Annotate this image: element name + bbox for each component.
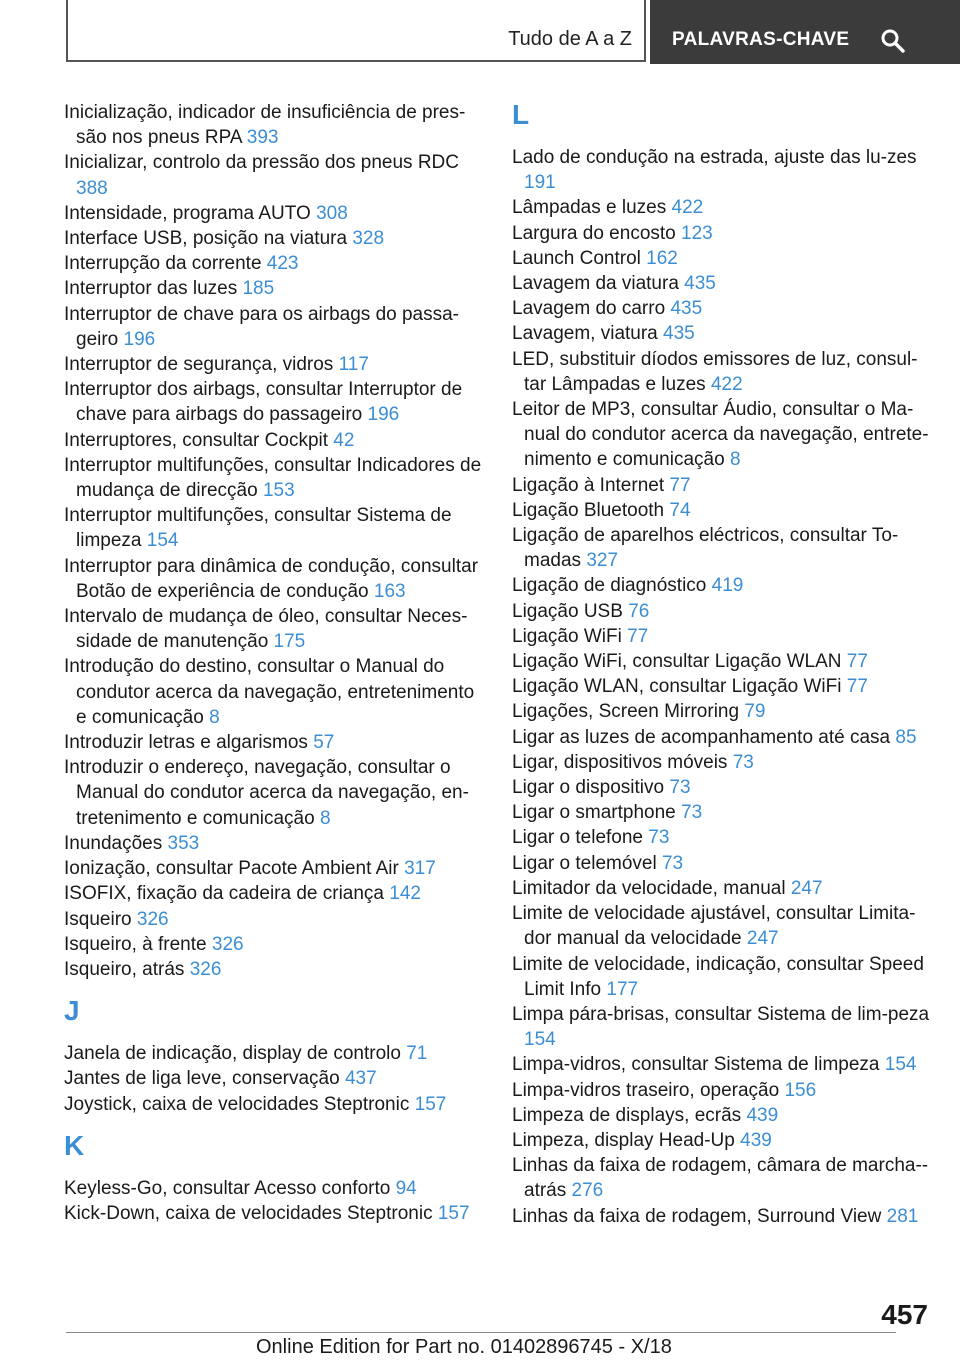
section-tab-label: Tudo de A a Z [508,28,632,50]
index-entry [512,296,932,321]
page-reference-link[interactable]: 123 [681,222,713,244]
index-entry-text: LED, substituir díodos emissores de luz, consul-tar Lâmpadas e luzes [512,348,918,395]
page-reference-link[interactable]: 76 [628,600,650,622]
index-entry [64,150,484,200]
page-reference-link[interactable]: 77 [669,474,691,496]
index-entry-text: Limpa-vidros traseiro, operação [512,1079,780,1101]
index-entry [512,498,932,523]
page-reference-link[interactable]: 422 [671,197,704,219]
index-entry [512,1002,932,1052]
index-entry [64,604,484,654]
index-entry [512,347,932,397]
page-reference-link[interactable]: 74 [669,499,691,521]
index-entry [64,654,484,730]
index-entry-text: Lavagem do carro [512,298,666,320]
index-entry-text: Lâmpadas e luzes [512,197,667,219]
footer-edition [256,1336,672,1359]
index-entry-text: Keyless-Go, consultar Acesso conforto [64,1177,391,1199]
index-entry-text: Limite de velocidade ajustável, consultar Limita-dor manual da velocidade [512,903,916,950]
index-entry [512,599,932,624]
index-entry-text: Ligar o telefone [512,827,643,849]
page-reference-link[interactable]: 8 [729,449,741,471]
page-reference-link[interactable]: 196 [123,328,156,350]
index-entry [64,100,484,150]
page-reference-link[interactable]: 191 [524,172,556,194]
index-entry [512,1128,932,1153]
page-reference-link[interactable]: 85 [895,726,917,748]
index-entry-text: Ligar as luzes de acompanhamento até casa [512,726,891,748]
index-entry-text: Ligar, dispositivos móveis [512,751,728,773]
index-entry-text: Ligação à Internet [512,474,665,496]
index-entry [64,453,484,503]
index-entry [512,876,932,901]
section-tab[interactable] [66,0,646,62]
index-entry [512,1153,932,1203]
page-reference-link[interactable]: 71 [406,1043,428,1065]
index-entry-text: Interruptor de segurança, vidros [64,354,334,376]
index-entry [64,932,484,957]
index-entry [512,699,932,724]
index-entry [64,881,484,906]
page-reference-link[interactable]: 153 [262,480,295,502]
footer-edition-text: Online Edition for Part no. 01402896745 - X/18 [256,1336,672,1358]
index-entry [64,907,484,932]
index-entry [64,831,484,856]
index-entry-text: Lado de condução na estrada, ajuste das lu-zes [512,147,917,168]
index-entry [512,473,932,498]
index-entry [64,1176,484,1201]
index-column-right [512,100,932,1229]
index-entry-text: Linhas da faixa de rodagem, Surround View [512,1205,882,1227]
index-entry-text: Ligação WLAN, consultar Ligação WiFi [512,676,842,698]
index-entry-text: Isqueiro, atrás [64,958,185,980]
page-reference-link[interactable]: 42 [333,429,355,451]
index-entry [64,226,484,251]
index-entry [64,503,484,553]
page-reference-link[interactable]: 177 [606,978,639,1000]
index-entry [64,251,484,276]
page-reference-link[interactable]: 326 [136,908,169,930]
index-entry [512,573,932,598]
page-reference-link[interactable]: 326 [189,958,222,980]
index-entry [512,321,932,346]
index-entry [512,271,932,296]
index-entry-text: Ligar o smartphone [512,802,676,824]
page-reference-link[interactable]: 8 [319,807,331,829]
index-entry-text: Kick-Down, caixa de velocidades Steptronic [64,1202,433,1224]
page-reference-link[interactable]: 422 [710,373,743,395]
page-reference-link[interactable]: 73 [669,777,691,799]
page-reference-link[interactable]: 247 [746,928,779,950]
page-reference-link[interactable]: 439 [740,1129,772,1151]
page-reference-link[interactable]: 163 [373,580,406,602]
index-entry-text: Interruptor das luzes [64,278,238,300]
page-reference-link[interactable]: 281 [886,1205,919,1227]
index-entry-text: Isqueiro, à frente [64,933,207,955]
index-entry-text: Launch Control [512,247,641,269]
page-reference-link[interactable]: 73 [732,751,754,773]
index-entry-text: ISOFIX, fixação da cadeira de criança [64,883,384,905]
index-entry-text: Limpa-vidros, consultar Sistema de limpeza [512,1054,880,1076]
page-reference-link[interactable]: 77 [627,625,649,647]
index-letter-heading: J [64,995,80,1027]
footer-divider [66,1332,896,1333]
index-entry [512,800,932,825]
page-reference-link[interactable]: 8 [209,706,220,728]
index-entry [512,649,932,674]
index-letter-heading: K [64,1129,85,1161]
search-icon[interactable] [880,28,906,54]
index-entry [512,1052,932,1077]
index-entry-text: Leitor de MP3, consultar Áudio, consultar o Ma-nual do condutor acerca da navegação, entrete-nimento e comunicação [512,399,929,471]
index-entry-text: Interruptor multifunções, consultar Sistema de limpeza [64,505,452,552]
page-reference-link[interactable]: 247 [790,877,823,899]
page-reference-link[interactable]: 437 [344,1068,377,1090]
index-entry [64,377,484,427]
index-entry [512,901,932,951]
page-reference-link[interactable]: 326 [211,933,244,955]
index-entry-text: Introduzir letras e algarismos [64,732,308,754]
index-entry [64,428,484,453]
index-entry [512,1078,932,1103]
page-reference-link[interactable]: 154 [884,1054,917,1076]
page-reference-link[interactable]: 435 [663,323,695,345]
page-reference-link[interactable]: 317 [404,858,436,880]
index-entry [512,851,932,876]
index-entry [64,276,484,301]
index-entry [64,201,484,226]
index-entry-text: Largura do encosto [512,222,676,244]
index-entry [64,352,484,377]
index-entry [512,397,932,473]
page-reference-link[interactable]: 423 [266,253,299,275]
header [66,0,960,64]
page-reference-link[interactable]: 73 [681,802,703,824]
index-entry-text: Ligação WiFi, consultar Ligação WLAN [512,651,842,673]
page-reference-link[interactable]: 185 [242,278,275,300]
index-entry [512,674,932,699]
index-entry [512,523,932,573]
page-reference-link[interactable]: 327 [586,550,619,572]
index-entry-text: Janela de indicação, display de controlo [64,1043,401,1065]
page-number: 457 [881,1299,928,1330]
index-entry-text: Interface USB, posição na viatura [64,228,348,250]
page-reference-link[interactable]: 73 [648,827,670,849]
page-reference-link[interactable]: 435 [684,273,716,295]
page-reference-link[interactable]: 157 [437,1202,470,1224]
page-reference-link[interactable]: 154 [146,530,179,552]
page-reference-link[interactable]: 353 [167,832,200,854]
index-entry-text: Joystick, caixa de velocidades Steptronic [64,1093,410,1115]
index-entry [64,1041,484,1066]
index-entry-text: Ligação Bluetooth [512,499,665,521]
index-entry-text: Inicialização, indicador de insuficiência de pres-são nos pneus RPA [64,102,466,149]
index-entry-text: Interruptor de chave para os airbags do passa-geiro [64,303,460,350]
page-reference-link[interactable]: 57 [313,732,335,754]
page-reference-link[interactable]: 156 [784,1079,817,1101]
index-entry-text: Interruptores, consultar Cockpit [64,429,329,451]
index-entry-text: Ligação WiFi [512,625,622,647]
page-reference-link[interactable]: 419 [711,575,744,597]
index-entry [512,952,932,1002]
page-reference-link[interactable]: 175 [273,631,306,653]
index-entry-text: Ligar o dispositivo [512,777,665,799]
page-reference-link[interactable]: 117 [338,354,369,376]
page-reference-link[interactable]: 94 [395,1177,417,1199]
index-entry-text: Isqueiro [64,908,132,930]
index-entry-text: Limite de velocidade, indicação, consultar Speed Limit Info [512,953,924,1000]
page-reference-link[interactable]: 157 [414,1093,447,1115]
page-reference-link[interactable]: 393 [246,127,279,149]
index-entry [512,750,932,775]
index-entry [64,856,484,881]
index-entry [64,554,484,604]
index-entry [64,1066,484,1091]
index-entry [512,1204,932,1229]
index-entry-text: Interruptor multifunções, consultar Indicadores de mudança de direcção [64,454,482,502]
index-letter-heading: L [512,99,530,130]
index-entry-text: Interruptor dos airbags, consultar Interruptor de chave para airbags do passageiro [64,379,463,426]
index-entry [512,195,932,220]
index-entry-text: Ligação de diagnóstico [512,575,707,597]
page-reference-link[interactable]: 439 [746,1104,779,1126]
page-reference-link[interactable]: 154 [524,1029,556,1051]
index-entry-text: Limpeza de displays, ecrãs [512,1104,742,1126]
page-reference-link[interactable]: 142 [389,883,421,905]
index-entry [512,246,932,271]
page-reference-link[interactable]: 388 [76,177,108,199]
index-entry-text: Linhas da faixa de rodagem, câmara de marcha--atrás [512,1155,929,1202]
index-entry [64,302,484,352]
index-entry-text: Introdução do destino, consultar o Manual do condutor acerca da navegação, entretenimento e comunicação [64,656,475,728]
index-entry [64,957,484,982]
page-reference-link[interactable]: 162 [646,247,678,269]
index-entry-text: Limpa pára-brisas, consultar Sistema de lim-peza [512,1003,930,1025]
page-reference-link[interactable]: 77 [846,651,868,673]
page-reference-link[interactable]: 79 [744,701,766,723]
index-entry [512,221,932,246]
index-entry-text: Ligações, Screen Mirroring [512,701,740,723]
index-entry-text: Intervalo de mudança de óleo, consultar Neces-sidade de manutenção [64,606,468,653]
keywords-tab-label: PALAVRAS-CHAVE [672,29,850,50]
index-entry-text: Ligação de aparelhos eléctricos, consultar To-madas [512,525,899,572]
page-reference-link[interactable]: 328 [352,228,385,250]
page-reference-link[interactable]: 77 [846,676,868,698]
index-entry-text: Ligação USB [512,600,623,622]
keywords-tab[interactable] [650,0,960,64]
index-entry-text: Inicializar, controlo da pressão dos pneus RDC [64,152,459,174]
index-entry [512,825,932,850]
page-reference-link[interactable]: 435 [670,298,703,320]
index-column-left [64,100,484,1226]
index-entry [512,145,932,195]
index-entry-text: Ligar o telemóvel [512,852,657,874]
page-reference-link[interactable]: 73 [661,852,684,874]
index-entry-text: Inundações [64,832,163,854]
index-entry-text: Jantes de liga leve, conservação [64,1068,340,1090]
index-entry-text: Interruptor para dinâmica de condução, consultar Botão de experiência de condução [64,555,479,602]
index-entry [64,1201,484,1226]
index-entry-text: Limpeza, display Head-Up [512,1129,735,1151]
index-entry-text: Interrupção da corrente [64,253,262,275]
index-entry-text: Introduzir o endereço, navegação, consultar o Manual do condutor acerca da navegação, en-tretenimento e comunicação [64,757,469,829]
index-entry [64,1092,484,1117]
index-entry [512,775,932,800]
page-reference-link[interactable]: 276 [571,1180,604,1202]
page-reference-link[interactable]: 196 [367,404,400,426]
index-entry-text: Limitador da velocidade, manual [512,877,786,899]
page-reference-link[interactable]: 308 [316,202,348,224]
index-entry [64,755,484,831]
index-entry-text: Lavagem, viatura [512,323,658,345]
index-entry-text: Lavagem da viatura [512,273,679,295]
index-entry [512,1103,932,1128]
index-entry [64,730,484,755]
index-entry-text: Ionização, consultar Pacote Ambient Air [64,858,399,880]
index-entry [512,725,932,750]
index-entry-text: Intensidade, programa AUTO [64,202,311,224]
index-entry [512,624,932,649]
